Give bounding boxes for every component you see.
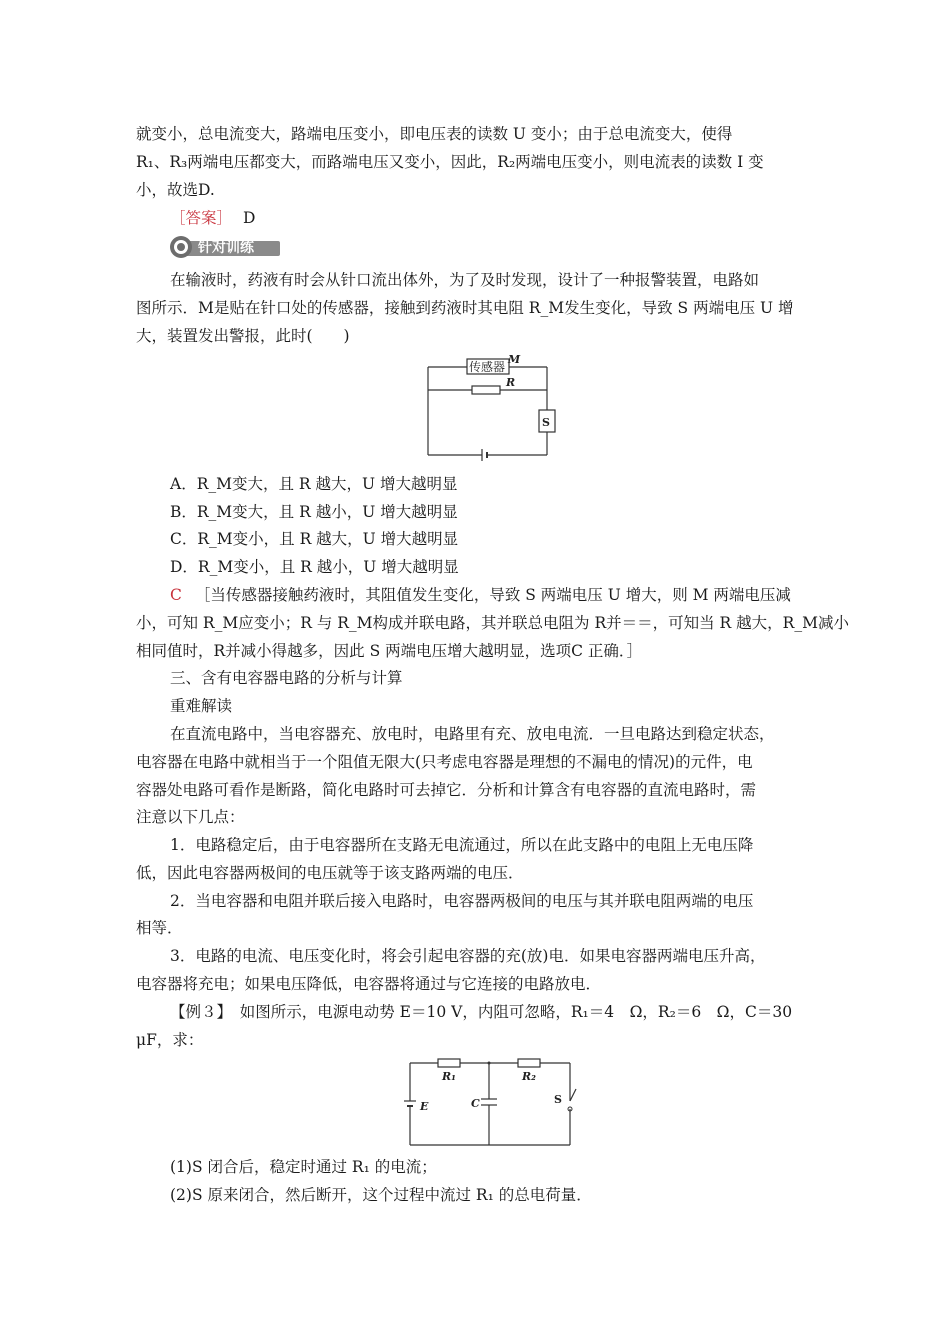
option-d: D．R_M变小，且 R 越小，U 增大越明显	[170, 558, 459, 576]
paragraph-line: 电容器在电路中就相当于一个阻值无限大(只考虑电容器是理想的不漏电的情况)的元件，电	[136, 753, 753, 771]
circuit-diagram-capacitor	[400, 1055, 580, 1150]
r2-label: R₂	[522, 1070, 536, 1083]
subheading: 重难解读	[170, 697, 233, 715]
solution-text: ［当传感器接触药液时，其阻值发生变化，导致 S 两端电压 U 增大，则 M 两端电压减	[194, 586, 791, 604]
question-line: 图所示．M是贴在针口处的传感器，接触到药液时其电阻 R_M发生变化，导致 S 两端电压 U 增	[136, 299, 794, 317]
text-line: 小，故选D.	[136, 181, 215, 199]
solution-line: 小，可知 R_M应变小；R 与 R_M构成并联电路，其并联总电阻为 R并＝＝，可知当 R 越大，R_M减小	[136, 614, 849, 632]
answer-line	[170, 208, 255, 228]
solution-letter: C	[170, 586, 182, 604]
solution-line: 相同值时，R并减小得越多，因此 S 两端电压增大越明显，选项C 正确．］	[136, 642, 643, 660]
paragraph-line: 注意以下几点：	[136, 808, 245, 826]
subquestion-line: (2)S 原来闭合，然后断开，这个过程中流过 R₁ 的总电荷量．	[170, 1186, 592, 1204]
r-label: R	[506, 376, 516, 389]
question-line: 在输液时，药液有时会从针口流出体外，为了及时发现，设计了一种报警装置，电路如	[170, 271, 760, 289]
example-line: 【例３】 如图所示，电源电动势 E＝10 V，内阻可忽略，R₁＝4 Ω，R₂＝6 Ω，C＝30	[170, 1003, 793, 1021]
option-b: B．R_M变大，且 R 越小，U 增大越明显	[170, 503, 458, 521]
point-line: 相等．	[136, 919, 183, 937]
section-tag	[170, 236, 282, 260]
sensor-label: 传感器	[469, 360, 506, 374]
point-line: 电容器将充电；如果电压降低，电容器将通过与它连接的电路放电．	[136, 975, 602, 993]
r1-label: R₁	[442, 1070, 456, 1083]
solution-line	[170, 585, 791, 605]
circuit-diagram-alarm	[420, 352, 560, 467]
s-label: S	[554, 1093, 562, 1106]
paragraph-line: 容器处电路可看作是断路，简化电路时可去掉它．分析和计算含有电容器的直流电路时，需	[136, 781, 757, 799]
e-label: E	[420, 1100, 429, 1113]
paragraph-line: 在直流电路中，当电容器充、放电时，电路里有充、放电电流．一旦电路达到稳定状态，	[170, 725, 775, 743]
text-line: 就变小，总电流变大，路端电压变小，即电压表的读数 U 变小；由于总电流变大，使得	[136, 125, 733, 143]
s-label: S	[542, 416, 550, 429]
subquestion-line: (1)S 闭合后，稳定时通过 R₁ 的电流；	[170, 1158, 437, 1176]
option-a: A．R_M变大，且 R 越大，U 增大越明显	[170, 475, 458, 493]
question-line: 大，装置发出警报，此时( )	[136, 327, 350, 345]
point-line: 低，因此电容器两极间的电压就等于该支路两端的电压．	[136, 864, 524, 882]
section-tag-label: 针对训练	[198, 240, 254, 256]
option-c: C．R_M变小，且 R 越大，U 增大越明显	[170, 530, 459, 548]
point-line: 2．当电容器和电阻并联后接入电路时，电容器两极间的电压与其并联电阻两端的电压	[170, 892, 754, 910]
point-line: 1．电路稳定后，由于电容器所在支路无电流通过，所以在此支路中的电阻上无电压降	[170, 836, 754, 854]
c-label: C	[471, 1097, 480, 1110]
m-label: M	[508, 353, 521, 366]
point-line: 3．电路的电流、电压变化时，将会引起电容器的充(放)电．如果电容器两端电压升高，	[170, 947, 766, 965]
answer-label: ［答案］	[170, 209, 233, 227]
text-line: R₁、R₃两端电压都变大，而路端电压又变小，因此，R₂两端电压变小，则电流表的读数 I 变	[136, 153, 764, 171]
target-icon	[170, 236, 192, 258]
answer-value: D	[242, 209, 256, 227]
example-line: μF，求：	[136, 1031, 204, 1049]
section-heading: 三、含有电容器电路的分析与计算	[170, 669, 403, 687]
